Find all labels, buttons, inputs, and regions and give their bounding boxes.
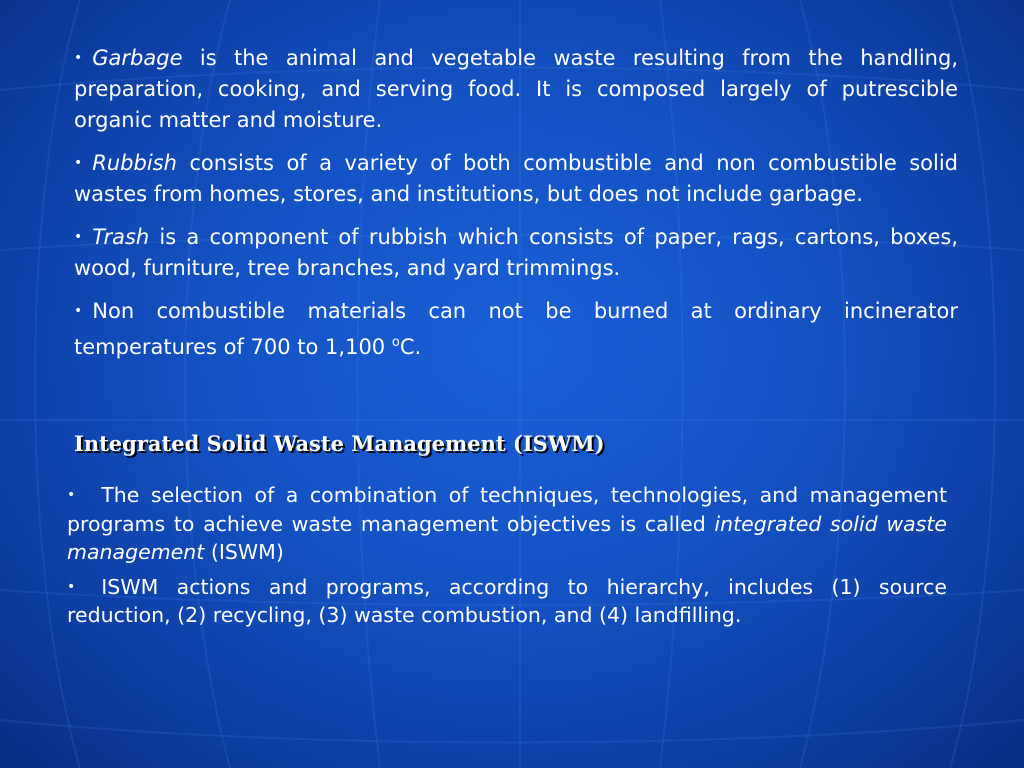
iswm-term: integrated solid waste management bbox=[67, 511, 947, 564]
noncombustible-text: Non combustible materials can not be burned at ordinary incinerator temperatures of 700 to 1,100 bbox=[74, 299, 958, 359]
bullet-icon: • bbox=[67, 487, 76, 503]
definitions-list bbox=[74, 43, 958, 375]
iswm-list bbox=[67, 481, 947, 636]
term-garbage: Garbage bbox=[92, 46, 183, 70]
definition-rubbish-text: consists of a variety of both combustible and non combustible solid wastes from homes, stores, and institutions, but does not include garbage. bbox=[74, 151, 958, 206]
iswm-point-1-suffix: (ISWM) bbox=[204, 540, 284, 564]
bullet-icon: • bbox=[67, 578, 76, 595]
bullet-icon: • bbox=[74, 155, 83, 171]
definition-garbage bbox=[74, 43, 958, 136]
iswm-point-2-text: ISWM actions and programs, according to hierarchy, includes (1) source reduction, (2) recycling, (3) waste combustion, and (4) landfilling. bbox=[67, 574, 947, 627]
definition-rubbish bbox=[74, 148, 958, 210]
noncombustible-note bbox=[74, 296, 958, 363]
definition-trash bbox=[74, 222, 958, 284]
section-heading: Integrated Solid Waste Management (ISWM) bbox=[74, 431, 605, 456]
term-trash: Trash bbox=[92, 225, 150, 249]
celsius-unit: C. bbox=[399, 335, 422, 359]
bullet-icon: • bbox=[74, 303, 83, 319]
term-rubbish: Rubbish bbox=[92, 151, 177, 175]
definition-trash-text: is a component of rubbish which consists of paper, rags, cartons, boxes, wood, furniture, tree branches, and yard trimmings. bbox=[74, 225, 958, 280]
iswm-point-1 bbox=[67, 481, 947, 567]
bullet-icon: • bbox=[74, 50, 83, 66]
iswm-point-2 bbox=[67, 573, 947, 630]
iswm-point-1-text: The selection of a combination of techniques, technologies, and management programs to achieve waste management objectives is called bbox=[67, 483, 947, 536]
definition-garbage-text: is the animal and vegetable waste resulting from the handling, preparation, cooking, and serving food. It is composed largely of putrescible organic matter and moisture. bbox=[74, 46, 958, 132]
degree-symbol: o bbox=[391, 335, 400, 350]
bullet-icon: • bbox=[74, 229, 83, 245]
